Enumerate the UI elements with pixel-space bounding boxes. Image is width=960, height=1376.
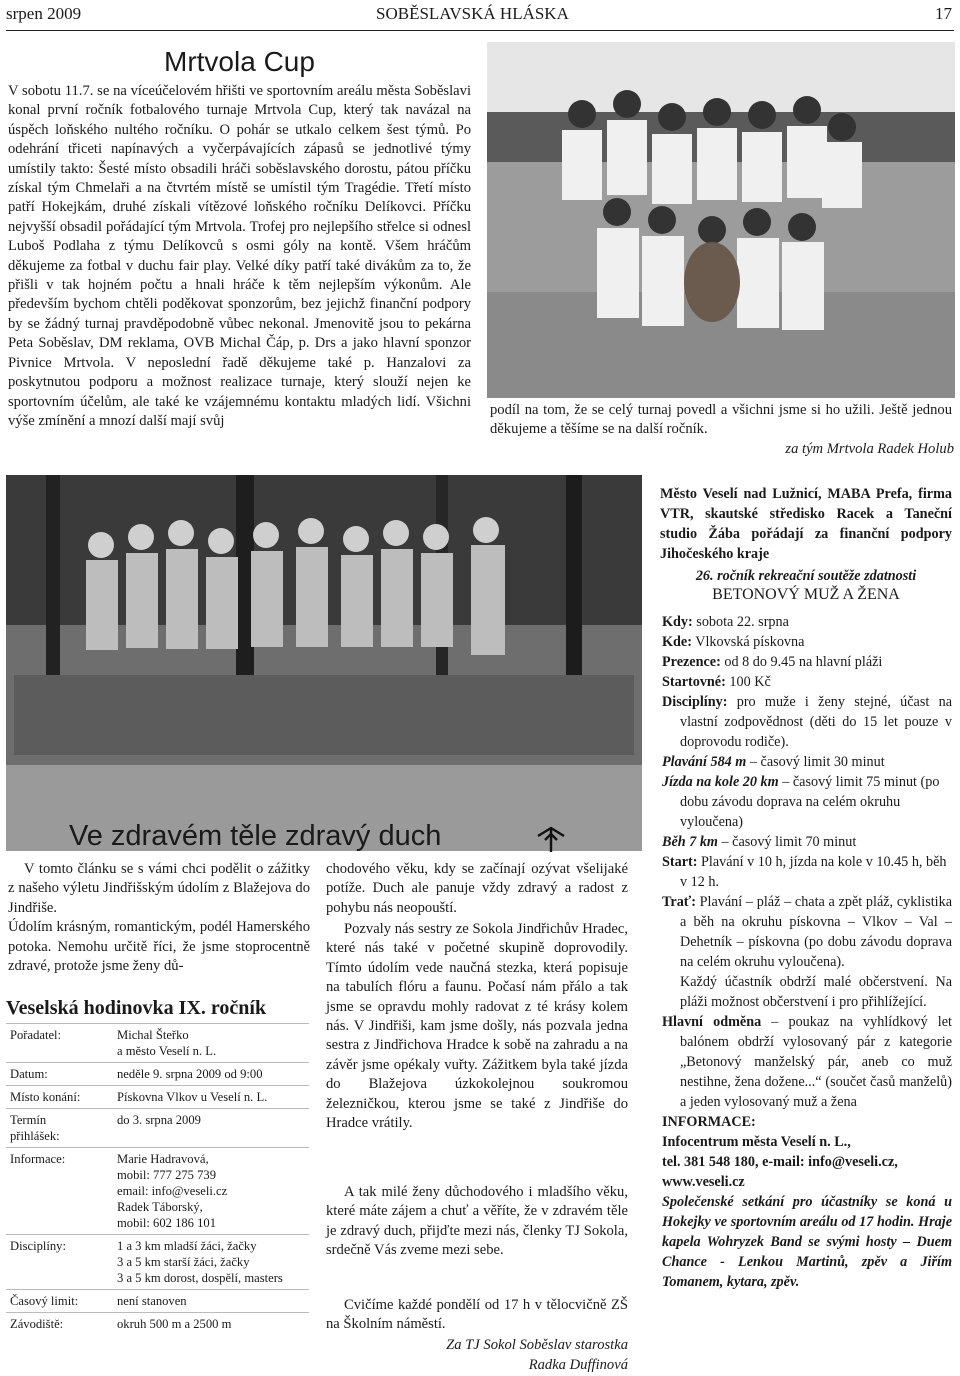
hodinovka-row [6, 1290, 309, 1313]
article-title: Mrtvola Cup [164, 46, 315, 77]
article-signature: za tým Mrtvola Radek Holub [785, 441, 954, 457]
hodinovka-row [6, 1148, 309, 1235]
hodinovka-row [6, 1086, 309, 1109]
hodinovka-value: 1 a 3 km mladší žáci, žačky 3 a 5 km starší žáci, žačky 3 a 5 km dorost, dospělí, masters [117, 1239, 283, 1285]
hodinovka-key: Časový limit: [10, 1294, 79, 1308]
betonovy-intro: Město Veselí nad Lužnicí, MABA Prefa, firma VTR, skautské středisko Racek a Taneční studio Žába pořádají za finanční podpory Jihočeského kraje [660, 486, 952, 562]
hodinovka-key: Závodiště: [10, 1317, 64, 1331]
odmena-line: Hlavní odměna – poukaz na vyhlídkový let balónem obdrží vylosovaný pár z kategorie „Betonový manželský pár, aneb co muž nestihne, žena dožene...“ (součet časů manželů) a jeden vylosovaný muž a žena [662, 1014, 952, 1110]
info-heading: INFORMACE: [662, 1114, 756, 1130]
betonovy-details [662, 612, 952, 1292]
article2-col2a: chodového věku, kdy se začínají ozývat všelijaké potíže. Duch ale panuje vždy zdravý a radost z pohybu nás neopouští. [326, 861, 628, 916]
info-line4: www.veseli.cz [662, 1174, 745, 1190]
hodinovka-value: do 3. srpna 2009 [117, 1113, 201, 1127]
beh-line: Běh 7 km – časový limit 70 minut [662, 834, 857, 850]
start-line: Start: Plavání v 10 h, jízda na kole v 10.45 h, běh v 12 h. [662, 854, 947, 890]
article2-signature-line1: Za TJ Sokol Soběslav starostka [446, 1337, 628, 1353]
article2-col2c: A tak milé ženy důchodového i mladšího věku, které máte zájem a chuť a věříte, že v zdravém těle je zdravý duch, přijďte mezi nás, členky TJ Sokola, srdečně Vás zveme mezi sebe. [326, 1184, 628, 1259]
hodinovka-row [6, 1235, 309, 1290]
page-header [6, 4, 954, 28]
hodinovka-key: Pořadatel: [10, 1028, 62, 1042]
article-body: V sobotu 11.7. se na víceúčelovém hřišti ve sportovním areálu města Soběslavi konal první ročník fotbalového turnaje Mrtvola Cup, který tak navázal na úspěch loňského nultého ročníku. O pohár se utkalo celkem šest týmů. Po odehrání třiceti napínavých a vyčerpávajících zápasů se jednotlivé týmy umístily takto: Šesté místo obsadili hráči soběslavského dorostu, pátou příčku získal tým Chmelaři a na čtvrtém místě se umístil tým Tragédie. Třetí místo patří Hokejkám, druhé získali vítězové loňského ročníku Delíkovci. Příčku nejvyšší obsadil pořádající tým Mrtvola. Trofej pro nejlepšího střelce si odnesl Luboš Podlaha z týmu Delíkovců s osmi góly na kontě. Všem hráčům děkujeme za fotbal v duchu fair play. Velké díky patří také divákům za to, že přišli v tak hojném počtu a hnali hráče k těm nejlepším výkonům. Ale především bychom chtěli poděkovat sponzorům, bez jejichž finanční podpory by se žádný turnaj pravděpodobně vůbec nekonal. Jmenovitě jsou to pekárna Peta Soběslav, DM reklama, OVB Michal Čáp, p. Drs a jako hlavní sponzor Pivnice Mrtvola. V neposlední řadě děkujeme také p. Hanzalovi za poskytnutou podporu a možnost realizace turnaje, který slouží nejen ke sportovním účelům, ale také ke vzájemnému kontaktu mladých lidí. Všichni výše zmínění a mnozí další mají svůj [8, 83, 471, 429]
hodinovka-value: Marie Hadravová, mobil: 777 275 739 email: info@veseli.cz Radek Táborský, mobil: 602 186 101 [117, 1152, 228, 1230]
spolecenske-setkani: Společenské setkání pro účastníky se koná u Hokejky ve sportovním areálu od 17 hodin. Hraje kapela Wohryzek Band se svými hosty – Duem Chance - Lenkou Martinů, zpěv a Jiřím Tomanem, kytara, zpěv. [662, 1194, 952, 1290]
hodinovka-value: Michal Šteřko a město Veselí n. L. [117, 1028, 217, 1058]
obcerstveni-line: Každý účastník obdrží malé občerstvení. Na pláži možnost občerstvení i pro přihlížející. [680, 974, 952, 1010]
sokol-logo-icon [536, 824, 566, 854]
kolo-line: Jízda na kole 20 km – časový limit 75 minut (po dobu závodu doprava na celém okruhu vyloučena) [662, 774, 940, 830]
hodinovka-value: okruh 500 m a 2500 m [117, 1317, 232, 1331]
discipliny-line: Disciplíny: pro muže i ženy stejné, účast na vlastní zodpovědnost (děti do 15 let pouze v doprovodu rodiče). [662, 694, 952, 750]
football-team-photo [487, 42, 955, 398]
hodinovka-key: Datum: [10, 1067, 48, 1081]
hodinovka-value: neděle 9. srpna 2009 od 9:00 [117, 1067, 263, 1081]
article-continuation: podíl na tom, že se celý turnaj povedl a všichni jsme si ho užili. Ještě jednou děkujeme a těšíme se na další ročník. [490, 402, 952, 437]
hodinovka-value: Pískovna Vlkov u Veselí n. L. [117, 1090, 268, 1104]
issue-date: srpen 2009 [6, 4, 82, 23]
article2-title: Ve zdravém těle zdravý duch [69, 820, 442, 852]
article2-col2d: Cvičíme každé pondělí od 17 h v tělocvičně ZŠ na Školním náměstí. [326, 1297, 628, 1333]
page-number: 17 [935, 4, 952, 23]
hodinovka-row [6, 1063, 309, 1086]
article2-col2b: Pozvaly nás sestry ze Sokola Jindřichův Hradec, které nás také v početné skupině doprovodily. Tímto údolím vede naučná stezka, která popisuje na tabulích flóru a faunu. Počasí nám přálo a tak jsme se opravdu mohly radovat z té krásy kolem nás. V Jindřiši, kam jsme došly, nás pozvala jedna sestra z Jindřichova Hradce k sobě na zahradu a na závěr jsme opékaly vuřty. Zážitkem byla také jízda do Blažejova úzkokolejnou soukromou železničkou, kterou jsme se také z Jindřiše do Hradce vrátily. [326, 921, 628, 1132]
hodinovka-row [6, 1313, 309, 1336]
hiking-group-photo [6, 475, 642, 851]
article2-col1: V tomto článku se s vámi chci podělit o zážitky z našeho výletu Jindřišským údolím z Blažejova do Jindřiše. Údolím krásným, romantickým, podél Hamerského potoka. Nemohu určitě říci, že jsme stoprocentně zdravé, protože jsme ženy dů- [8, 861, 310, 975]
hodinovka-value: není stanoven [117, 1294, 187, 1308]
kdy-line: Kdy: sobota 22. srpna [662, 614, 789, 630]
article2-signature-line2: Radka Duffinová [528, 1357, 628, 1373]
startovne-line: Startovné: 100 Kč [662, 674, 771, 690]
hodinovka-key: Disciplíny: [10, 1239, 66, 1253]
hodinovka-key: Místo konání: [10, 1090, 81, 1104]
hodinovka-key: Informace: [10, 1152, 66, 1166]
hodinovka-row [6, 1024, 309, 1063]
hodinovka-row [6, 1109, 309, 1148]
betonovy-title: BETONOVÝ MUŽ A ŽENA [712, 586, 900, 603]
header-rule [6, 30, 954, 31]
prezence-line: Prezence: od 8 do 9.45 na hlavní pláži [662, 654, 883, 670]
info-line2: Infocentrum města Veselí n. L., [662, 1134, 851, 1150]
plavani-line: Plavání 584 m – časový limit 30 minut [662, 754, 885, 770]
hodinovka-key: Termín přihlášek: [10, 1113, 60, 1143]
hodinovka-table [6, 1023, 309, 1335]
hodinovka-title: Veselská hodinovka IX. ročník [6, 997, 267, 1019]
publication-title: SOBĚSLAVSKÁ HLÁSKA [376, 4, 569, 23]
info-line3: tel. 381 548 180, e-mail: info@veseli.cz, [662, 1154, 898, 1170]
betonovy-subtitle: 26. ročník rekreační soutěže zdatnosti [695, 568, 917, 584]
trat-line: Trať: Plavání – pláž – chata a zpět pláž, cyklistika a běh na okruhu pískovna – Vlkov – Val – Dehetník – pískovna (po dobu závodu doprava na celém okruhu vyloučena). [662, 894, 952, 970]
kde-line: Kde: Vlkovská pískovna [662, 634, 805, 650]
